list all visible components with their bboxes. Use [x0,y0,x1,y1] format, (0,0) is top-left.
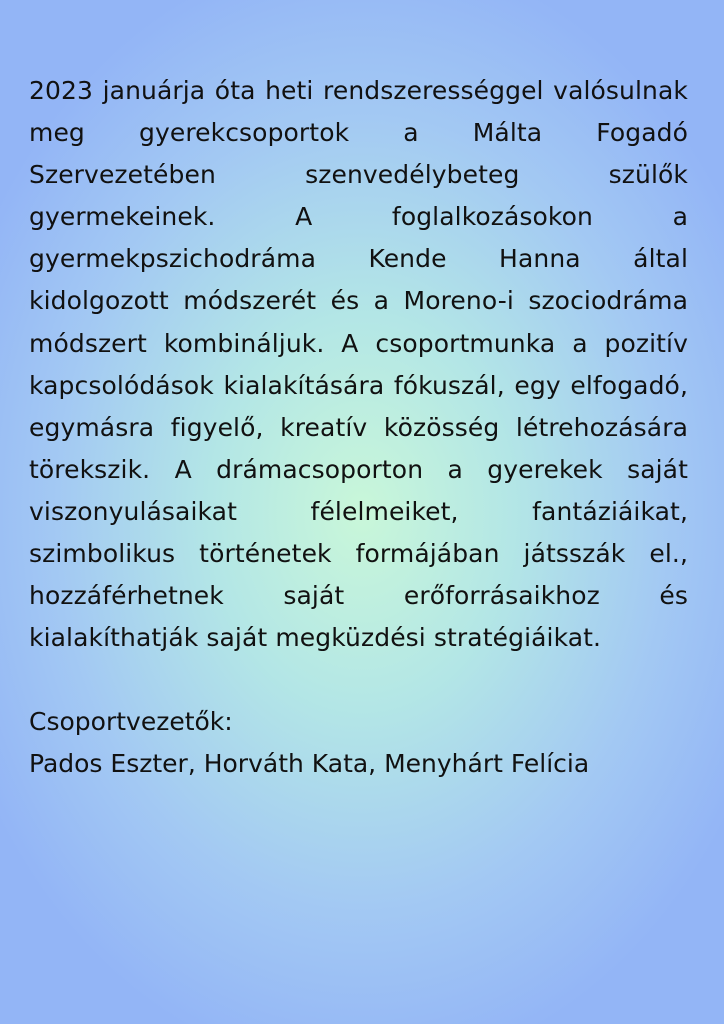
group-leaders-label: Csoportvezetők: [29,707,233,737]
group-leaders-names: Pados Eszter, Horváth Kata, Menyhárt Felícia [29,749,590,779]
main-paragraph: 2023 januárja óta heti rendszerességgel valósulnak meg gyerekcsoportok a Málta Fogadó Szervezetében szenvedélybeteg szülők gyermekeinek. A foglalkozásokon a gyermekpszichodráma Kende Hanna által kidolgozott módszerét és a Moreno-i szociodráma módszert kombináljuk. A csoportmunka a pozitív kapcsolódások kialakítására fókuszál, egy elfogadó, egymásra figyelő, kreatív közösség létrehozására törekszik. A drámacsoporton a gyerekek saját viszonyulásaikat félelmeiket, fantáziáikat, szimbolikus történetek formájában játsszák el., hozzáférhetnek saját erőforrásaikhoz és kialakíthatják saját megküzdési stratégiáikat. [29,76,688,653]
paragraph-spacer [29,659,688,701]
document-page [29,70,688,786]
